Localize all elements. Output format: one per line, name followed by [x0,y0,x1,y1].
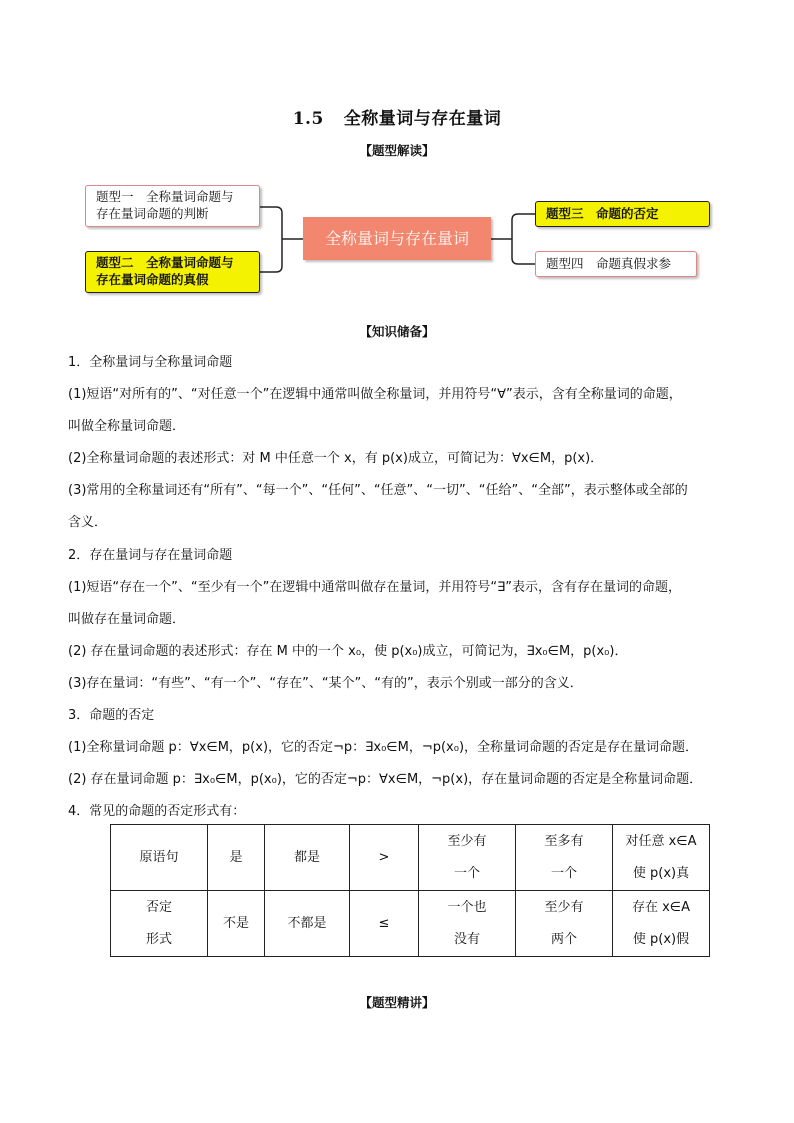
section-1-p1b: 叫做全称量词命题． [68,419,186,434]
table-cell: 不是 [208,891,265,957]
section-3 [68,700,728,828]
section-1-p3a: (3)常用的全称量词还有“所有”、“每一个”、“任何”、“任意”、“一切”、“任给”、“全部”，表示整体或全部的 [68,483,688,498]
table-row [111,891,710,957]
negation-table [110,824,710,957]
section-1-p2: (2)全称量词命题的表述形式：对 M 中任意一个 x，有 p(x)成立，可简记为：∀x∈M，p(x)． [68,451,604,466]
table-cell: 至少有 一个 [419,825,516,891]
section-2-p2: (2) 存在量词命题的表述形式：存在 M 中的一个 x₀，使 p(x₀)成立，可简记为，∃x₀∈M，p(x₀)． [68,644,628,659]
table-cell: 不都是 [265,891,350,957]
mindmap-type1: 题型一 全称量词命题与 存在量词命题的判断 [85,185,260,227]
table-cell: 至多有 一个 [516,825,613,891]
table-cell: 对任意 x∈A 使 p(x)真 [613,825,710,891]
mindmap-center: 全称量词与存在量词 [303,217,491,260]
mindmap-type4: 题型四 命题真假求参 [535,251,697,277]
mindmap-type2: 题型二 全称量词命题与 存在量词命题的真假 [85,251,260,293]
page-title: 1.5 全称量词与存在量词 [292,109,502,129]
section-3-p1: (1)全称量词命题 p：∀x∈M，p(x)，它的否定¬p：∃x₀∈M，¬p(x₀)，全称量词命题的否定是存在量词命题． [68,740,699,755]
section-1 [68,347,728,539]
table-row [111,825,710,891]
section-2-head: 2．存在量词与存在量词命题 [68,548,233,563]
table-cell: 存在 x∈A 使 p(x)假 [613,891,710,957]
section-2-p1b: 叫做存在量词命题． [68,612,186,627]
table-cell: 原语句 [111,825,208,891]
section-4-head: 4．常见的命题的否定形式有： [68,804,246,819]
table-cell: 一个也 没有 [419,891,516,957]
section-2-p3: (3)存在量词：“有些”、“有一个”、“存在”、“某个”、“有的”，表示个别或一部分的含义． [68,676,583,691]
table-cell: 是 [208,825,265,891]
table-cell: 否定 形式 [111,891,208,957]
table-cell: 都是 [265,825,350,891]
section-1-p3b: 含义． [68,515,108,530]
section-1-p1a: (1)短语“对所有的”、“对任意一个”在逻辑中通常叫做全称量词，并用符号“∀”表示，含有全称量词的命题， [68,387,682,402]
heading-types-reading: 【题型解读】 [359,143,435,158]
table-cell: > [350,825,419,891]
table-cell: ≤ [350,891,419,957]
heading-types-explain: 【题型精讲】 [359,995,435,1010]
heading-knowledge: 【知识储备】 [359,324,435,339]
section-1-head: 1．全称量词与全称量词命题 [68,355,233,370]
mindmap-type3: 题型三 命题的否定 [535,201,710,227]
table-cell: 至少有 两个 [516,891,613,957]
section-3-head: 3．命题的否定 [68,708,155,723]
section-2 [68,540,728,700]
section-3-p2: (2) 存在量词命题 p：∃x₀∈M，p(x₀)，它的否定¬p：∀x∈M，¬p(x)，存在量词命题的否定是全称量词命题． [68,772,703,787]
section-2-p1a: (1)短语“存在一个”、“至少有一个”在逻辑中通常叫做存在量词，并用符号“∃”表示，含有存在量词的命题， [68,580,682,595]
